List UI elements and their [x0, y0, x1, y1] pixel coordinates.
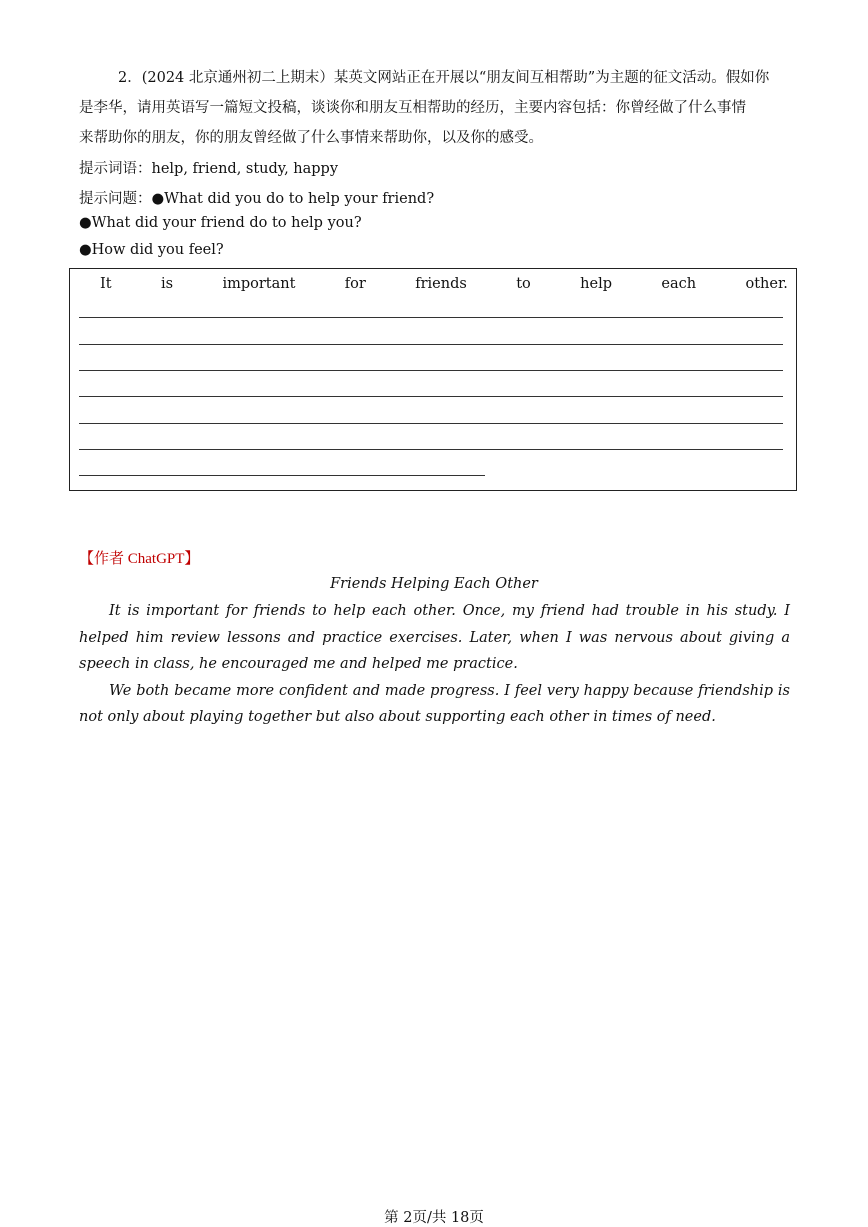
writing-line-short[interactable] [79, 475, 485, 476]
question-line-2: 是李华，请用英语写一篇短文投稿，谈谈你和朋友互相帮助的经历，主要内容包括：你曾经做了什么事情 [79, 100, 746, 116]
starter-sentence [100, 276, 788, 292]
question-line-1: 2．(2024 北京通州初二上期末）某英文网站正在开展以“朋友间互相帮助”为主题的征文活动。假如你 [118, 70, 770, 86]
starter-word: is [160, 276, 174, 292]
hint-question-3: ●How did you feel? [79, 242, 224, 258]
question-line-3: 来帮助你的朋友，你的朋友曾经做了什么事情来帮助你，以及你的感受。 [79, 130, 543, 146]
starter-word: other. [745, 276, 788, 292]
writing-line[interactable] [79, 370, 783, 371]
starter-word: help [580, 276, 612, 292]
essay-paragraph: We both became more confident and made progress. I feel very happy because friendship is not only about playing together but also about supporting each other in times of need. [79, 682, 790, 725]
starter-word: friends [415, 276, 467, 292]
page-footer: 第 2页/共 18页 [384, 1210, 484, 1226]
starter-word: important [222, 276, 296, 292]
hint-question-1: 提示问题：●What did you do to help your friend? [79, 191, 435, 207]
writing-line[interactable] [79, 423, 783, 424]
writing-line[interactable] [79, 344, 783, 345]
starter-word: It [100, 276, 112, 292]
hint-words: 提示词语：help, friend, study, happy [79, 161, 339, 177]
answer-box [69, 268, 797, 491]
starter-word: each [661, 276, 697, 292]
essay-paragraph: It is important for friends to help each other. Once, my friend had trouble in his study. I helped him review lessons and practice exercises. Later, when I was nervous about giving a speech in class, he encouraged me and helped me practice. [79, 603, 790, 672]
author-label: 【作者 ChatGPT】 [79, 551, 200, 567]
hint-question-2: ●What did your friend do to help you? [79, 215, 362, 231]
starter-word: to [516, 276, 531, 292]
essay-body [79, 598, 790, 731]
writing-line[interactable] [79, 317, 783, 318]
writing-line[interactable] [79, 449, 783, 450]
starter-word: for [344, 276, 366, 292]
writing-line[interactable] [79, 396, 783, 397]
essay-title: Friends Helping Each Other [330, 576, 538, 592]
